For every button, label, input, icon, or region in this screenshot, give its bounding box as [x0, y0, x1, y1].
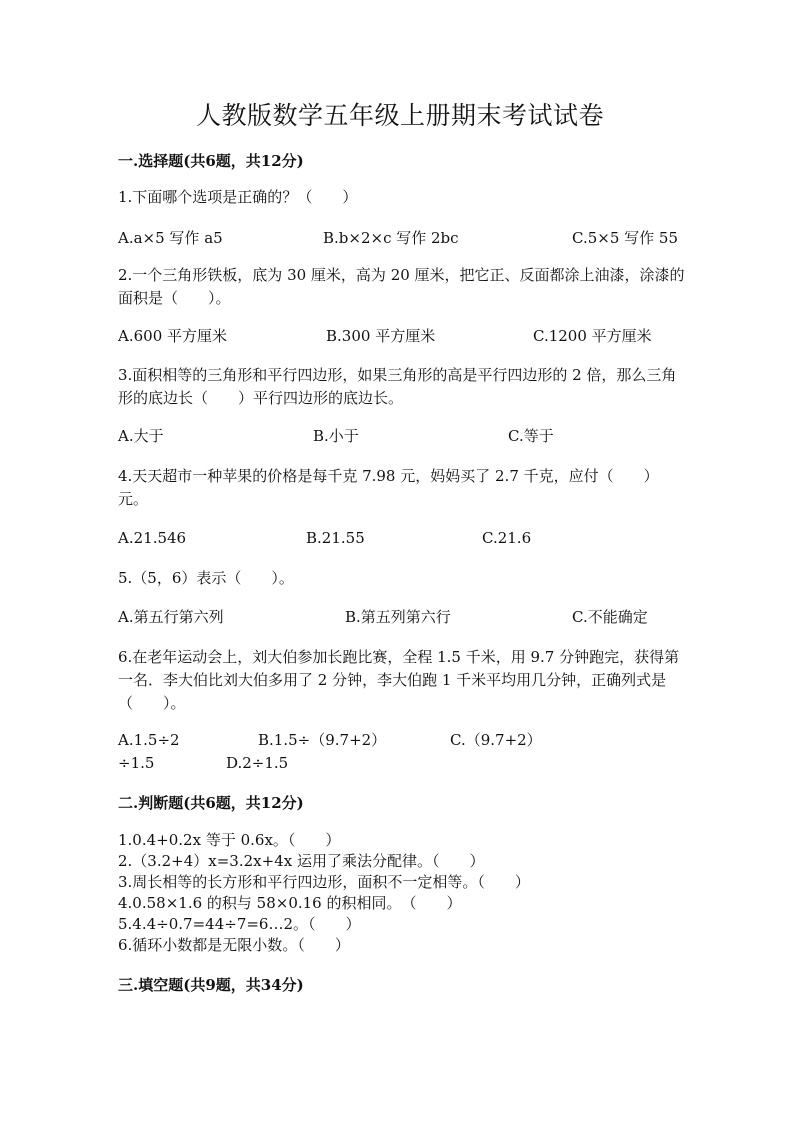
- judgement-item: 4.0.58×1.6 的积与 58×0.16 的积相同。 （ ）: [118, 894, 462, 912]
- page-title: 人教版数学五年级上册期末考试试卷: [195, 101, 604, 130]
- option-c: C.等于: [508, 427, 554, 445]
- option-c: C.不能确定: [572, 608, 648, 626]
- option-b: B.b×2×c 写作 2bc: [323, 229, 459, 247]
- option-c: C.5×5 写作 55: [572, 229, 678, 247]
- question-stem: 1.下面哪个选项是正确的？（ ）: [118, 188, 358, 206]
- option-a: A.600 平方厘米: [118, 327, 227, 345]
- judgement-item: 2.（3.2+4）x=3.2x+4x 运用了乘法分配律。（ ）: [118, 852, 485, 870]
- judgement-item: 5.4.4÷0.7=44÷7=6…2。（ ）: [118, 915, 361, 933]
- option-b: B.300 平方厘米: [326, 327, 436, 345]
- option-a: A.大于: [118, 427, 164, 445]
- option-b: B.21.55: [306, 529, 365, 547]
- option-d: D.2÷1.5: [226, 754, 289, 772]
- question-stem: 2.一个三角形铁板，底为 30 厘米，高为 20 厘米，把它正、反面都涂上油漆，涂漆的面积是（ ）。: [118, 266, 685, 307]
- section-heading-fill-in: 三.填空题(共9题，共34分): [118, 976, 304, 994]
- question-stem: 3.面积相等的三角形和平行四边形，如果三角形的高是平行四边形的 2 倍，那么三角形的底边长（ ）平行四边形的底边长。: [118, 366, 677, 407]
- section-heading-choice: 一.选择题(共6题，共12分): [118, 152, 304, 170]
- option-c: C.21.6: [482, 529, 532, 547]
- option-b: B.第五列第六行: [345, 608, 451, 626]
- option-c: C.（9.7+2）: [450, 731, 542, 749]
- option-a: A.a×5 写作 a5: [118, 229, 223, 247]
- question-stem: 4.天天超市一种苹果的价格是每千克 7.98 元，妈妈买了 2.7 千克，应付（ ）元。: [118, 467, 659, 508]
- option-b: B.小于: [313, 427, 359, 445]
- option-b: B.1.5÷（9.7+2）: [258, 731, 387, 749]
- judgement-item: 3.周长相等的长方形和平行四边形，面积不一定相等。（ ）: [118, 873, 530, 891]
- judgement-item: 6.循环小数都是无限小数。（ ）: [118, 936, 350, 954]
- option-a: A.21.546: [118, 529, 187, 547]
- option-c-continued: ÷1.5: [118, 754, 155, 772]
- judgement-item: 1.0.4+0.2x 等于 0.6x。（ ）: [118, 831, 341, 849]
- option-a: A.1.5÷2: [118, 731, 180, 749]
- section-heading-judgement: 二.判断题(共6题，共12分): [118, 794, 304, 812]
- question-stem: 6.在老年运动会上，刘大伯参加长跑比赛，全程 1.5 千米，用 9.7 分钟跑完，获得第一名．李大伯比刘大伯多用了 2 分钟，李大伯跑 1 千米平均用几分钟，正确列式是（ ）。: [118, 648, 680, 712]
- option-c: C.1200 平方厘米: [533, 327, 652, 345]
- question-stem: 5.（5，6）表示（ ）。: [118, 569, 294, 587]
- option-a: A.第五行第六列: [118, 608, 224, 626]
